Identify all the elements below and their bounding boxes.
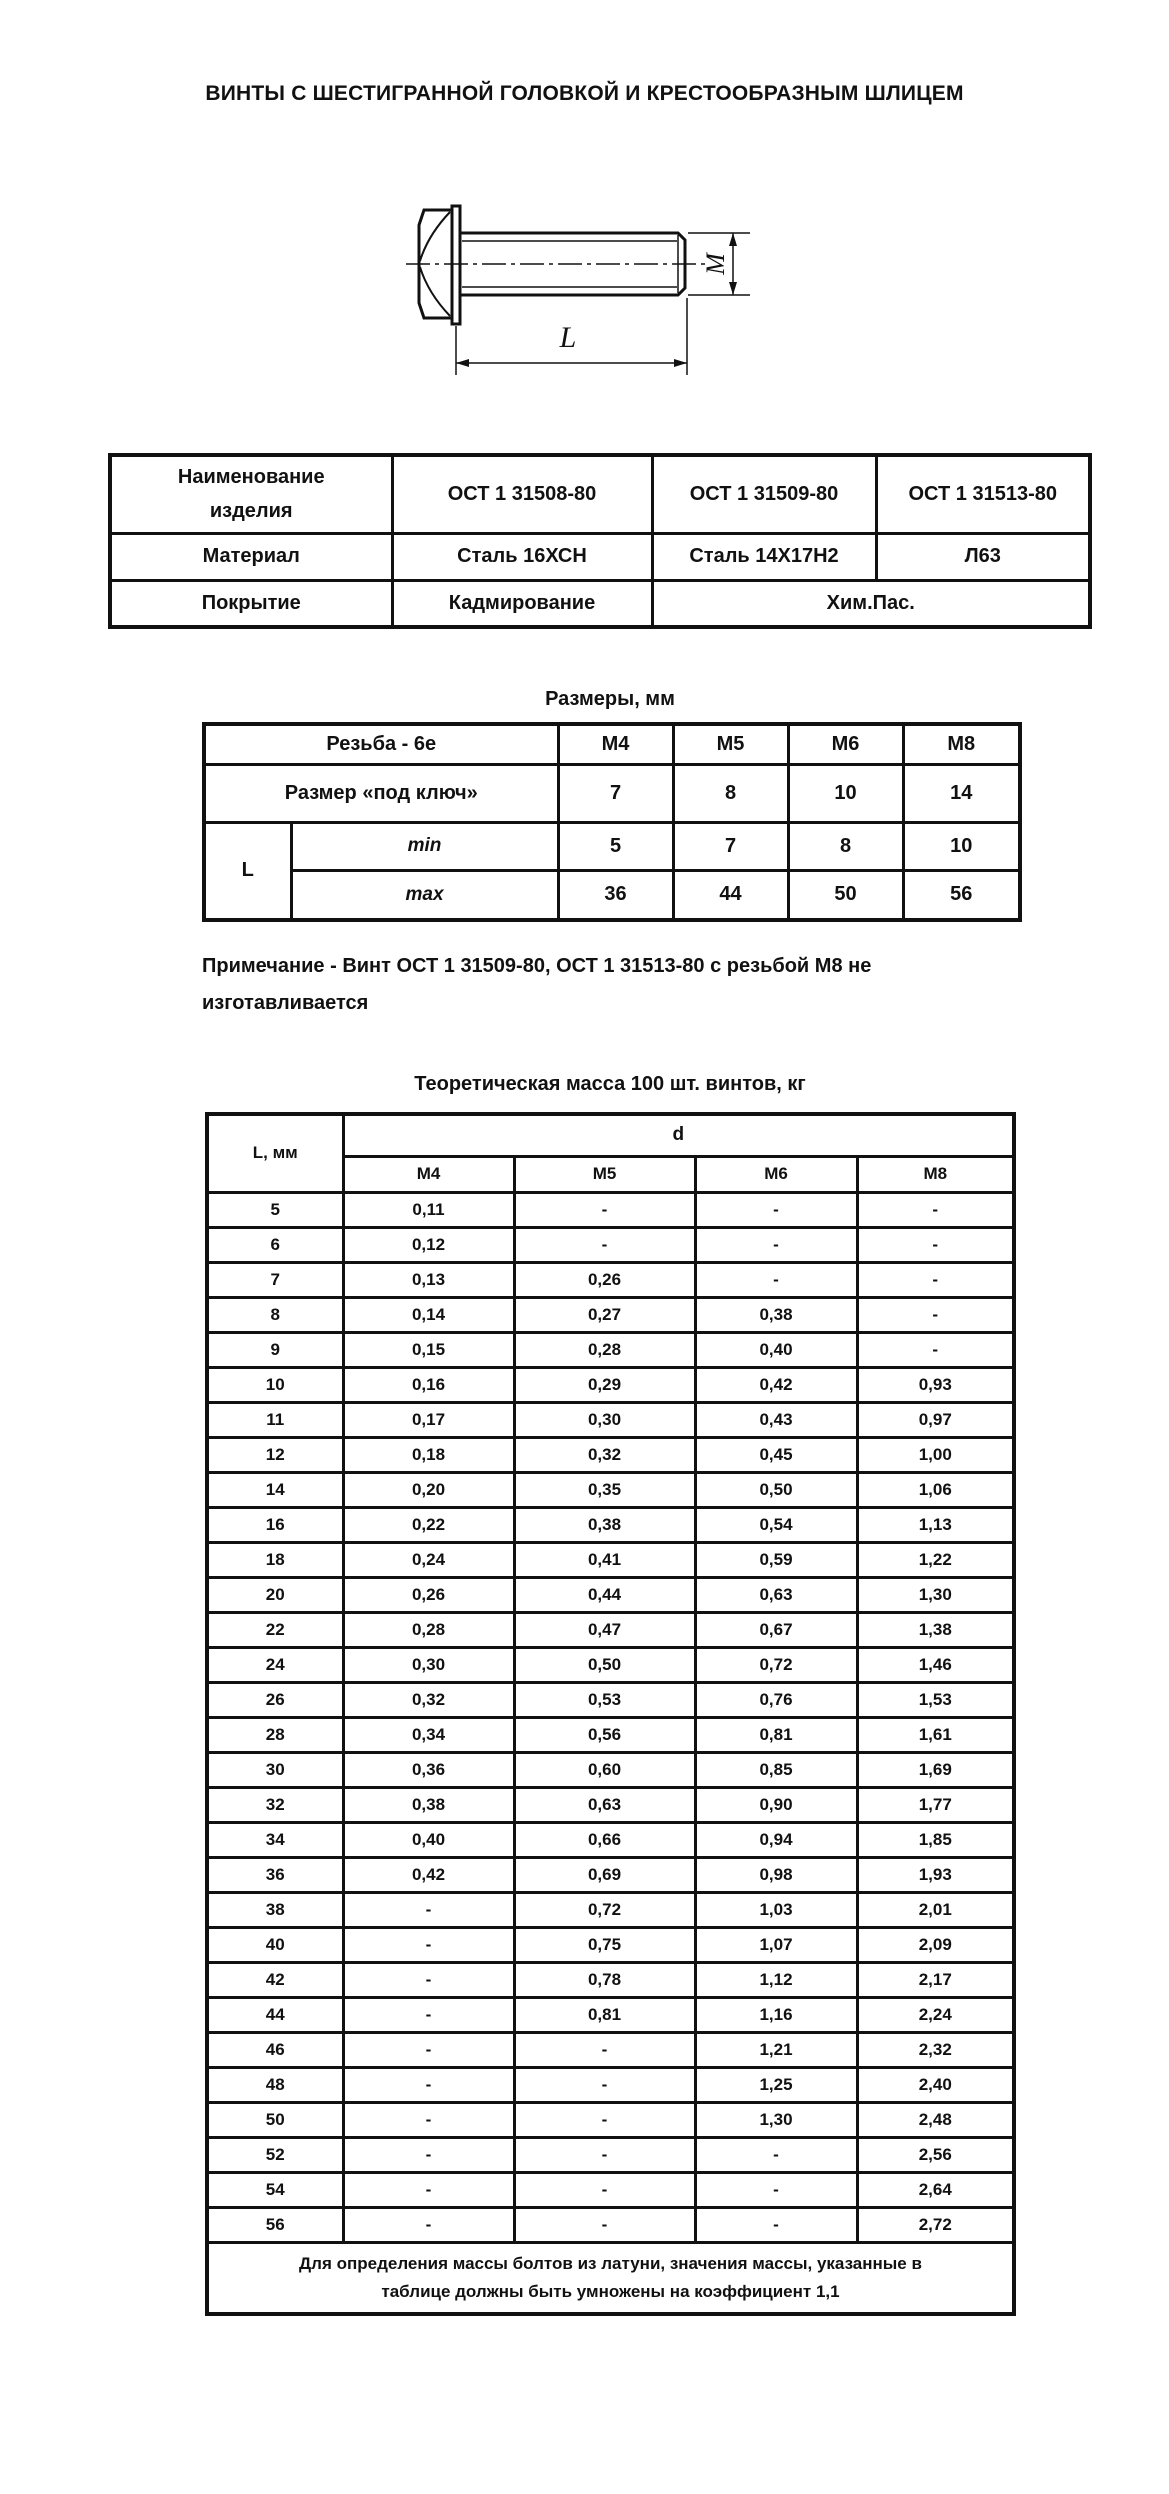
mass-value-cell: 0,54 (695, 1507, 857, 1542)
mass-value-cell: 0,69 (514, 1857, 695, 1892)
mass-value-cell: 0,30 (514, 1402, 695, 1437)
table-row (207, 1114, 1014, 1156)
mass-length-cell: 42 (207, 1962, 343, 1997)
mass-row (207, 1997, 1014, 2032)
mass-value-cell: 0,41 (514, 1542, 695, 1577)
mass-value-cell: 0,40 (695, 1332, 857, 1367)
mass-value-cell: - (343, 2172, 514, 2207)
min-value: 7 (673, 822, 788, 870)
mass-value-cell: - (343, 1927, 514, 1962)
info-name-line2: изделия (209, 500, 293, 523)
mass-value-cell: - (514, 2032, 695, 2067)
mass-value-cell: 1,00 (857, 1437, 1014, 1472)
mass-row (207, 1612, 1014, 1647)
mass-column-header: М8 (857, 1156, 1014, 1192)
mass-length-cell: 20 (207, 1577, 343, 1612)
thread-dimension-label: M (700, 253, 730, 275)
mass-value-cell: - (695, 1262, 857, 1297)
mass-length-cell: 40 (207, 1927, 343, 1962)
mass-value-cell: 2,64 (857, 2172, 1014, 2207)
mass-value-cell: 0,36 (343, 1752, 514, 1787)
mass-value-cell: 2,01 (857, 1892, 1014, 1927)
mass-value-cell: 0,78 (514, 1962, 695, 1997)
thread-column-header: М8 (903, 724, 1020, 764)
mass-table (205, 1112, 1016, 2316)
mass-value-cell: 0,15 (343, 1332, 514, 1367)
mass-value-cell: 2,09 (857, 1927, 1014, 1962)
mass-length-cell: 54 (207, 2172, 343, 2207)
mass-value-cell: - (695, 1192, 857, 1227)
mass-value-cell: 0,63 (695, 1577, 857, 1612)
mass-value-cell: 0,22 (343, 1507, 514, 1542)
thread-column-header: М4 (558, 724, 673, 764)
mass-value-cell: - (514, 2137, 695, 2172)
mass-value-cell: - (343, 2032, 514, 2067)
min-value: 5 (558, 822, 673, 870)
arrowhead-down-icon (729, 282, 737, 295)
mass-length-cell: 32 (207, 1787, 343, 1822)
mass-row (207, 1437, 1014, 1472)
mass-value-cell: 0,38 (343, 1787, 514, 1822)
material-value: Сталь 14Х17Н2 (652, 533, 876, 580)
mass-value-cell: - (343, 2102, 514, 2137)
mass-row (207, 1857, 1014, 1892)
hex-head (419, 206, 460, 324)
mass-value-cell: 0,72 (695, 1647, 857, 1682)
mass-value-cell: 0,76 (695, 1682, 857, 1717)
mass-value-cell: - (343, 2207, 514, 2242)
mass-row (207, 1752, 1014, 1787)
wrench-row-label: Размер «под ключ» (204, 764, 558, 822)
mass-value-cell: 0,27 (514, 1297, 695, 1332)
mass-row (207, 1822, 1014, 1857)
mass-title: Теоретическая масса 100 шт. винтов, кг (414, 1073, 806, 1095)
mass-row (207, 2067, 1014, 2102)
mass-value-cell: 0,94 (695, 1822, 857, 1857)
mass-value-cell: 0,30 (343, 1647, 514, 1682)
wrench-value: 8 (673, 764, 788, 822)
mass-value-cell: 0,93 (857, 1367, 1014, 1402)
mass-value-cell: 0,75 (514, 1927, 695, 1962)
max-value: 36 (558, 870, 673, 920)
mass-value-cell: 1,16 (695, 1997, 857, 2032)
mass-row (207, 2172, 1014, 2207)
mass-value-cell: 0,50 (514, 1647, 695, 1682)
mass-value-cell: 0,14 (343, 1297, 514, 1332)
mass-table-body (207, 1192, 1014, 2242)
mass-value-cell: 0,13 (343, 1262, 514, 1297)
table-row (204, 822, 1020, 870)
material-value: Л63 (876, 533, 1090, 580)
mass-value-cell: - (695, 2172, 857, 2207)
mass-value-cell: 0,85 (695, 1752, 857, 1787)
mass-length-cell: 5 (207, 1192, 343, 1227)
mass-value-cell: - (343, 1997, 514, 2032)
mass-value-cell: 1,06 (857, 1472, 1014, 1507)
mass-value-cell: 1,85 (857, 1822, 1014, 1857)
mass-row (207, 2102, 1014, 2137)
material-value: Сталь 16ХСН (392, 533, 652, 580)
mass-value-cell: - (514, 2067, 695, 2102)
mass-value-cell: 0,17 (343, 1402, 514, 1437)
mass-value-cell: 0,42 (695, 1367, 857, 1402)
mass-value-cell: - (857, 1192, 1014, 1227)
mass-row (207, 1262, 1014, 1297)
mass-length-cell: 11 (207, 1402, 343, 1437)
mass-value-cell: 0,50 (695, 1472, 857, 1507)
mass-row (207, 1682, 1014, 1717)
mass-footer-note (207, 2242, 1014, 2314)
mass-row (207, 1647, 1014, 1682)
mass-value-cell: 1,30 (857, 1577, 1014, 1612)
mass-value-cell: - (695, 1227, 857, 1262)
mass-length-cell: 16 (207, 1507, 343, 1542)
mass-value-cell: 1,07 (695, 1927, 857, 1962)
max-value: 44 (673, 870, 788, 920)
mass-length-cell: 8 (207, 1297, 343, 1332)
mass-value-cell: 2,24 (857, 1997, 1014, 2032)
mass-value-cell: 0,26 (343, 1577, 514, 1612)
sizes-table (202, 722, 1022, 922)
mass-length-cell: 10 (207, 1367, 343, 1402)
mass-length-cell: 9 (207, 1332, 343, 1367)
sizes-title: Размеры, мм (545, 688, 675, 710)
length-dimension (456, 298, 687, 375)
mass-value-cell: 0,38 (695, 1297, 857, 1332)
mass-column-header: М5 (514, 1156, 695, 1192)
table-row (204, 870, 1020, 920)
mass-value-cell: 0,20 (343, 1472, 514, 1507)
table-row (110, 580, 1090, 627)
mass-value-cell: 1,21 (695, 2032, 857, 2067)
min-value: 8 (788, 822, 903, 870)
mass-value-cell: - (514, 2207, 695, 2242)
mass-value-cell: 0,38 (514, 1507, 695, 1542)
mass-value-cell: 0,32 (343, 1682, 514, 1717)
mass-value-cell: 0,53 (514, 1682, 695, 1717)
mass-value-cell: 0,47 (514, 1612, 695, 1647)
mass-value-cell: 0,24 (343, 1542, 514, 1577)
thread-column-header: М6 (788, 724, 903, 764)
mass-length-header: L, мм (207, 1114, 343, 1192)
mass-length-cell: 38 (207, 1892, 343, 1927)
max-value: 56 (903, 870, 1020, 920)
mass-value-cell: - (343, 2067, 514, 2102)
arrowhead-right-icon (674, 359, 687, 367)
info-name-label (110, 455, 392, 533)
mass-footer-row (207, 2242, 1014, 2314)
mass-value-cell: 0,40 (343, 1822, 514, 1857)
mass-value-cell: - (514, 2102, 695, 2137)
mass-value-cell: 1,13 (857, 1507, 1014, 1542)
mass-value-cell: - (343, 2137, 514, 2172)
mass-value-cell: 0,59 (695, 1542, 857, 1577)
mass-value-cell: - (857, 1332, 1014, 1367)
mass-value-cell: 2,56 (857, 2137, 1014, 2172)
sizes-note-line2: изготавливается (202, 992, 369, 1014)
bolt-drawing (400, 195, 765, 385)
mass-row (207, 1787, 1014, 1822)
mass-row (207, 1892, 1014, 1927)
mass-row (207, 2032, 1014, 2067)
mass-value-cell: 1,30 (695, 2102, 857, 2137)
mass-value-cell: 0,97 (857, 1402, 1014, 1437)
mass-value-cell: 1,25 (695, 2067, 857, 2102)
mass-value-cell: 1,46 (857, 1647, 1014, 1682)
mass-row (207, 1192, 1014, 1227)
mass-length-cell: 26 (207, 1682, 343, 1717)
mass-length-cell: 56 (207, 2207, 343, 2242)
mass-value-cell: - (857, 1262, 1014, 1297)
mass-diameter-header: d (343, 1114, 1014, 1156)
mass-value-cell: 1,03 (695, 1892, 857, 1927)
coating-label: Покрытие (110, 580, 392, 627)
mass-length-cell: 44 (207, 1997, 343, 2032)
mass-value-cell: 2,48 (857, 2102, 1014, 2137)
mass-value-cell: 0,16 (343, 1367, 514, 1402)
mass-value-cell: - (514, 1192, 695, 1227)
mass-value-cell: 0,26 (514, 1262, 695, 1297)
length-dimension-label: L (559, 321, 577, 354)
mass-value-cell: 0,81 (695, 1717, 857, 1752)
mass-row (207, 1227, 1014, 1262)
length-header: L (204, 822, 291, 920)
mass-value-cell: 0,28 (514, 1332, 695, 1367)
min-label: min (291, 822, 558, 870)
mass-value-cell: - (695, 2137, 857, 2172)
standard-number: ОСТ 1 31508-80 (392, 455, 652, 533)
mass-value-cell: - (695, 2207, 857, 2242)
info-table (108, 453, 1092, 629)
mass-length-cell: 14 (207, 1472, 343, 1507)
mass-length-cell: 48 (207, 2067, 343, 2102)
mass-value-cell: 0,66 (514, 1822, 695, 1857)
mass-column-header: М4 (343, 1156, 514, 1192)
mass-value-cell: 1,38 (857, 1612, 1014, 1647)
mass-value-cell: 2,32 (857, 2032, 1014, 2067)
table-row (204, 724, 1020, 764)
mass-value-cell: 0,29 (514, 1367, 695, 1402)
mass-row (207, 1507, 1014, 1542)
standard-number: ОСТ 1 31513-80 (876, 455, 1090, 533)
mass-row (207, 1472, 1014, 1507)
mass-value-cell: 0,81 (514, 1997, 695, 2032)
mass-length-cell: 7 (207, 1262, 343, 1297)
mass-value-cell: 0,43 (695, 1402, 857, 1437)
mass-value-cell: 1,69 (857, 1752, 1014, 1787)
mass-value-cell: - (343, 1892, 514, 1927)
mass-value-cell: 1,93 (857, 1857, 1014, 1892)
mass-length-cell: 24 (207, 1647, 343, 1682)
mass-row (207, 1542, 1014, 1577)
mass-value-cell: 0,90 (695, 1787, 857, 1822)
thread-row-label: Резьба - 6е (204, 724, 558, 764)
table-row (110, 455, 1090, 533)
mass-value-cell: 0,56 (514, 1717, 695, 1752)
mass-row (207, 1332, 1014, 1367)
mass-footer-line2: таблице должны быть умножены на коэффициент 1,1 (381, 2281, 840, 2301)
coating-value: Кадмирование (392, 580, 652, 627)
mass-value-cell: 0,44 (514, 1577, 695, 1612)
mass-value-cell: 1,53 (857, 1682, 1014, 1717)
mass-value-cell: - (514, 1227, 695, 1262)
mass-value-cell: 0,45 (695, 1437, 857, 1472)
mass-value-cell: 0,42 (343, 1857, 514, 1892)
thread-column-header: М5 (673, 724, 788, 764)
mass-row (207, 2207, 1014, 2242)
mass-value-cell: 0,67 (695, 1612, 857, 1647)
mass-length-cell: 30 (207, 1752, 343, 1787)
wrench-value: 14 (903, 764, 1020, 822)
mass-column-header: М6 (695, 1156, 857, 1192)
mass-value-cell: 1,12 (695, 1962, 857, 1997)
mass-value-cell: 1,61 (857, 1717, 1014, 1752)
mass-value-cell: 0,11 (343, 1192, 514, 1227)
mass-row (207, 1717, 1014, 1752)
info-name-line1: Наименование (177, 466, 325, 489)
mass-value-cell: 0,63 (514, 1787, 695, 1822)
washer-flange (452, 206, 460, 324)
mass-length-cell: 28 (207, 1717, 343, 1752)
mass-value-cell: 0,34 (343, 1717, 514, 1752)
mass-value-cell: 0,12 (343, 1227, 514, 1262)
material-label: Материал (110, 533, 392, 580)
mass-value-cell: 2,17 (857, 1962, 1014, 1997)
mass-row (207, 1927, 1014, 1962)
min-value: 10 (903, 822, 1020, 870)
mass-value-cell: 2,72 (857, 2207, 1014, 2242)
mass-length-cell: 22 (207, 1612, 343, 1647)
mass-length-cell: 36 (207, 1857, 343, 1892)
thread-dimension (688, 233, 750, 295)
mass-value-cell: - (857, 1227, 1014, 1262)
mass-length-cell: 46 (207, 2032, 343, 2067)
mass-value-cell: 2,40 (857, 2067, 1014, 2102)
mass-value-cell: 1,22 (857, 1542, 1014, 1577)
mass-value-cell: - (857, 1297, 1014, 1332)
arrowhead-left-icon (456, 359, 469, 367)
page-title: ВИНТЫ С ШЕСТИГРАННОЙ ГОЛОВКОЙ И КРЕСТООБРАЗНЫМ ШЛИЦЕМ (205, 82, 964, 105)
mass-length-cell: 34 (207, 1822, 343, 1857)
mass-row (207, 1962, 1014, 1997)
wrench-value: 7 (558, 764, 673, 822)
coating-value: Хим.Пас. (652, 580, 1090, 627)
mass-row (207, 1367, 1014, 1402)
mass-row (207, 1297, 1014, 1332)
wrench-value: 10 (788, 764, 903, 822)
mass-value-cell: - (343, 1962, 514, 1997)
max-label: max (291, 870, 558, 920)
mass-value-cell: 1,77 (857, 1787, 1014, 1822)
mass-row (207, 1402, 1014, 1437)
standard-number: ОСТ 1 31509-80 (652, 455, 876, 533)
mass-length-cell: 50 (207, 2102, 343, 2137)
mass-length-cell: 18 (207, 1542, 343, 1577)
mass-value-cell: - (514, 2172, 695, 2207)
mass-value-cell: 0,18 (343, 1437, 514, 1472)
mass-value-cell: 0,35 (514, 1472, 695, 1507)
mass-value-cell: 0,60 (514, 1752, 695, 1787)
table-row (110, 533, 1090, 580)
mass-length-cell: 12 (207, 1437, 343, 1472)
sizes-note-line1: Примечание - Винт ОСТ 1 31509-80, ОСТ 1 31513-80 с резьбой М8 не (202, 955, 872, 977)
mass-length-cell: 6 (207, 1227, 343, 1262)
sizes-note (202, 948, 1072, 1022)
mass-value-cell: 0,72 (514, 1892, 695, 1927)
arrowhead-up-icon (729, 233, 737, 246)
max-value: 50 (788, 870, 903, 920)
mass-length-cell: 52 (207, 2137, 343, 2172)
mass-value-cell: 0,28 (343, 1612, 514, 1647)
mass-footer-line1: Для определения массы болтов из латуни, значения массы, указанные в (299, 2253, 922, 2273)
table-row (204, 764, 1020, 822)
mass-value-cell: 0,32 (514, 1437, 695, 1472)
mass-value-cell: 0,98 (695, 1857, 857, 1892)
mass-row (207, 1577, 1014, 1612)
mass-row (207, 2137, 1014, 2172)
